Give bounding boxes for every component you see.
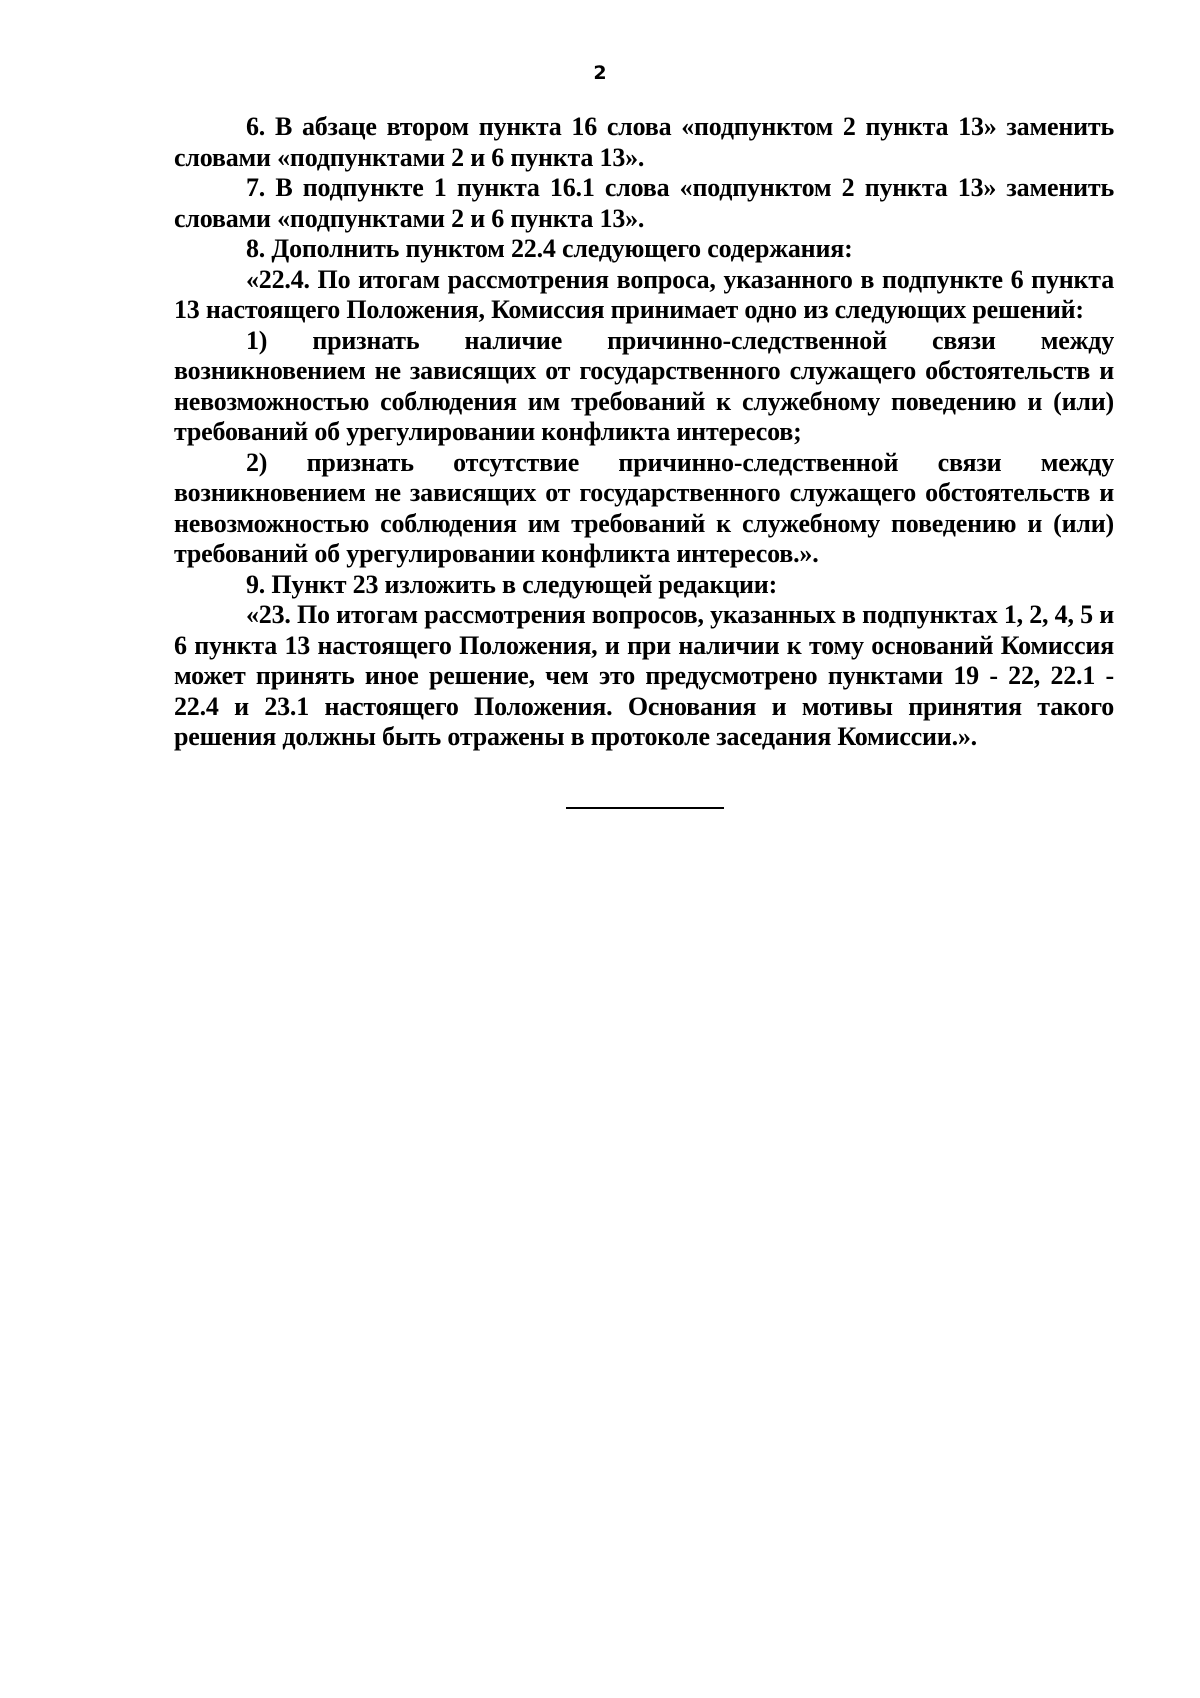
paragraph-subitem-1: 1) признать наличие причинно-следственной связи между возникновением не зависящих от государственного служащего обстоятельств и невозможностью соблюдения им требований к служебному поведению и (или) требований об урегулировании конфликта интересов; xyxy=(174,325,1114,446)
paragraph-item-8: 8. Дополнить пунктом 22.4 следующего содержания: xyxy=(246,234,853,263)
paragraph-clause-23: «23. По итогам рассмотрения вопросов, указанных в подпунктах 1, 2, 4, 5 и 6 пункта 13 настоящего Положения, и при наличии к тому оснований Комиссия может принять иное решение, чем это предусмотрено пунктами 19 - 22, 22.1 - 22.4 и 23.1 настоящего Положения. Основания и мотивы принятия такого решения должны быть отражены в протоколе заседания Комиссии.». xyxy=(174,600,1114,751)
paragraph-item-7: 7. В подпункте 1 пункта 16.1 слова «подпунктом 2 пункта 13» заменить словами «подпунктами 2 и 6 пункта 13». xyxy=(174,173,1114,233)
paragraph-subitem-2: 2) признать отсутствие причинно-следственной связи между возникновением не зависящих от государственного служащего обстоятельств и невозможностью соблюдения им требований к служебному поведению и (или) требований об урегулировании конфликта интересов.». xyxy=(174,447,1114,568)
paragraph-clause-22-4: «22.4. По итогам рассмотрения вопроса, указанного в подпункте 6 пункта 13 настоящего Положения, Комиссия принимает одно из следующих решений: xyxy=(174,264,1114,324)
closing-divider xyxy=(566,807,724,809)
paragraph-item-6: 6. В абзаце втором пункта 16 слова «подпунктом 2 пункта 13» заменить словами «подпунктами 2 и 6 пункта 13». xyxy=(174,112,1114,172)
paragraph-item-9: 9. Пункт 23 изложить в следующей редакции: xyxy=(246,569,778,599)
page-number: 2 xyxy=(593,62,607,84)
document-body xyxy=(174,112,1114,753)
